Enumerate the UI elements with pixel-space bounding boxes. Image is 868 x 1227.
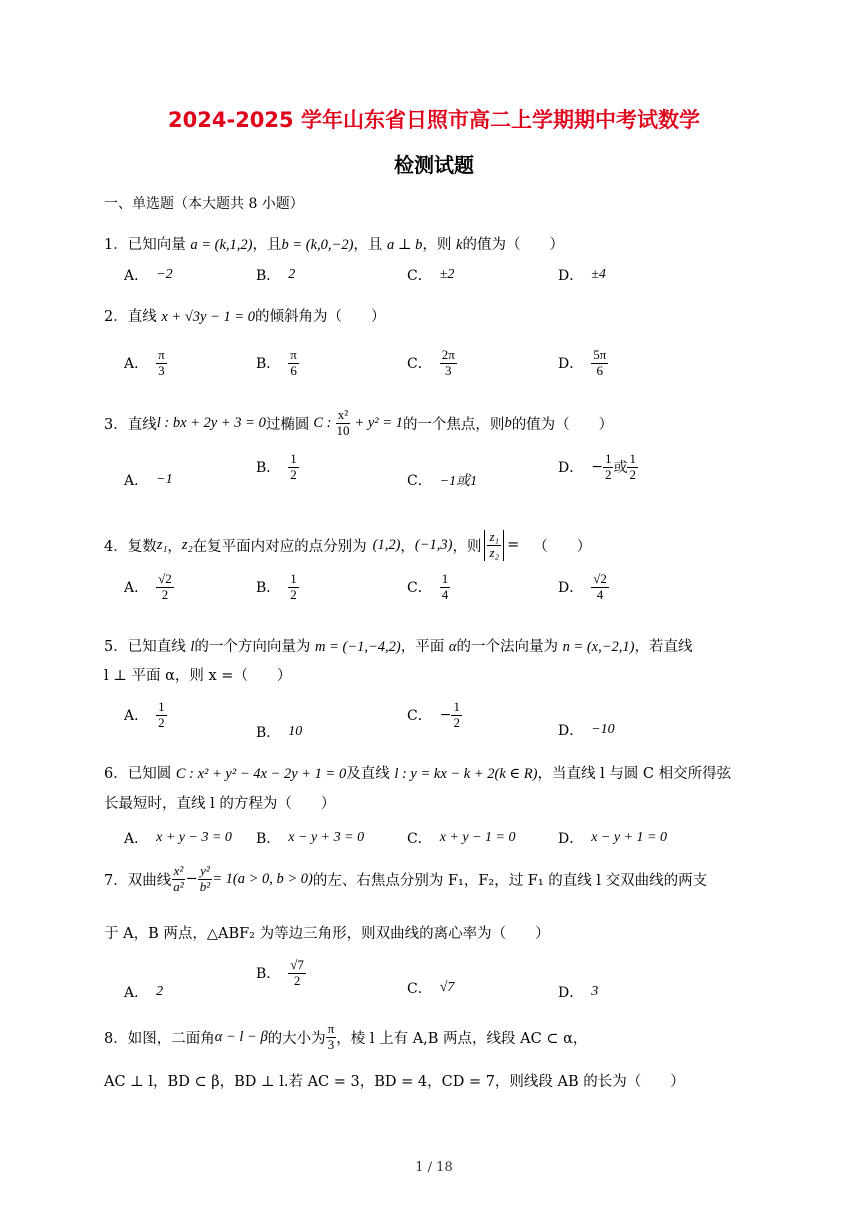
option-label: C． [407, 831, 432, 847]
question-text: 及直线 [346, 766, 390, 782]
question-2 [104, 305, 386, 326]
option-text: x − y + 3 = 0 [288, 830, 365, 845]
question-text: ， [400, 538, 415, 555]
option-label: B． [256, 268, 281, 284]
option-label: C． [407, 981, 432, 997]
question-5-line-2: l ⊥ 平面 α，则 x =（ ） [104, 668, 292, 684]
title-line-2: 检测试题 [394, 153, 474, 177]
q7-options [124, 957, 824, 1001]
question-text: ，平面 [400, 639, 445, 655]
option-label: B． [256, 460, 281, 477]
denominator: 10 [336, 422, 350, 438]
numerator: z₁ [489, 529, 500, 544]
question-text: 直线 [127, 416, 157, 433]
option-a [124, 348, 167, 379]
denominator: a² [173, 878, 184, 894]
fraction [334, 408, 351, 439]
fraction [288, 572, 299, 603]
option-a [124, 265, 173, 285]
option-d [558, 348, 608, 379]
option-label: A． [124, 985, 149, 1001]
question-text: 已知圆 [127, 766, 172, 782]
math-variable: z₂ [181, 536, 193, 553]
fraction [487, 530, 501, 561]
q5-options [124, 700, 824, 740]
option-label: A． [124, 268, 149, 284]
option-label: B． [256, 831, 281, 847]
numerator: 2π [441, 347, 455, 362]
option-c [407, 978, 454, 998]
question-1 [104, 233, 564, 254]
numerator: y² [200, 863, 210, 878]
option-b [256, 572, 299, 603]
option-c [407, 470, 477, 490]
question-text: 的一个法向量为 [456, 639, 558, 655]
math-expression: b = (k,0,−2) [281, 237, 354, 253]
option-label: D． [558, 356, 584, 373]
question-8-line-2: AC ⊥ l，BD ⊂ β，BD ⊥ l.若 AC = 3，BD = 4，CD = 7，则线段 AB 的长为（ ） [104, 1074, 685, 1090]
math-variable: z₁ [156, 536, 168, 553]
option-label: B． [256, 725, 281, 741]
question-text: ，则 [422, 237, 452, 253]
option-d [558, 828, 667, 848]
option-c [407, 700, 462, 731]
question-text: 的值为（ ） [511, 416, 614, 433]
denominator: 4 [441, 586, 449, 602]
denominator: 2 [604, 466, 612, 482]
option-text: x + y − 1 = 0 [439, 830, 516, 845]
fraction [591, 572, 609, 603]
option-label: C． [407, 268, 432, 284]
question-number: 3． [104, 416, 128, 433]
numerator: x² [173, 863, 184, 878]
numerator: 1 [604, 451, 612, 466]
option-d [558, 982, 598, 1002]
question-text: ，若直线 [634, 639, 693, 655]
numerator: √2 [158, 571, 172, 586]
question-3 [104, 408, 613, 439]
math-expression: = 1(a > 0, b > 0) [212, 870, 313, 887]
option-a [124, 982, 163, 1002]
option-c [407, 348, 457, 379]
option-c [407, 572, 450, 603]
math-expression: m = (−1,−4,2) [314, 639, 401, 655]
question-6-line-2: 长最短时，直线 l 的方程为（ ） [104, 796, 336, 812]
option-label: A． [124, 473, 149, 489]
numerator: 1 [441, 571, 449, 586]
option-a [124, 828, 232, 848]
option-label: D． [558, 460, 584, 477]
denominator: 4 [596, 586, 604, 602]
numerator: π [290, 347, 297, 362]
page-number: 1 / 18 [415, 1160, 453, 1175]
equals-sign: = [507, 537, 520, 554]
option-c [407, 265, 454, 285]
math-expression: C : x² + y² − 4x − 2y + 1 = 0 [175, 766, 347, 782]
fraction [603, 452, 614, 483]
option-label: A． [124, 831, 149, 847]
denominator: 2 [293, 972, 301, 988]
fraction [156, 348, 167, 379]
question-number: 1． [104, 237, 128, 253]
fraction [451, 700, 462, 731]
question-number: 7． [104, 872, 128, 889]
denominator: 3 [445, 362, 452, 378]
question-text: ，且 [252, 237, 282, 253]
question-text: ，且 [353, 237, 383, 253]
question-text: 的一个方向向量为 [194, 639, 311, 655]
question-number: 6． [104, 766, 128, 782]
question-text: 过椭圆 [265, 416, 310, 433]
option-label: C． [407, 356, 432, 373]
minus-sign: − [439, 707, 452, 724]
denominator: 2 [161, 586, 169, 602]
option-d [558, 572, 609, 603]
denominator: 2 [290, 586, 297, 602]
option-b [256, 452, 299, 483]
option-text: √7 [439, 980, 455, 995]
question-6 [104, 762, 731, 783]
fraction [440, 348, 457, 379]
q1-options [124, 265, 824, 305]
option-b [256, 348, 299, 379]
numerator: 1 [453, 699, 460, 714]
option-text: 或 [613, 460, 628, 477]
question-text: 的倾斜角为（ ） [255, 309, 386, 325]
fraction [171, 864, 185, 895]
option-label: D． [558, 831, 584, 847]
fraction [288, 958, 306, 989]
math-variable: l [190, 639, 195, 655]
math-expression: l : bx + 2y + 3 = 0 [156, 414, 266, 431]
option-text: ±2 [439, 267, 455, 282]
math-expression: + y² = 1 [354, 414, 403, 431]
fraction [288, 348, 299, 379]
question-text: 的左、右焦点分别为 F₁，F₂，过 F₁ 的直线 l 交双曲线的两支 [312, 872, 708, 889]
numerator: 5π [593, 347, 607, 362]
denominator: 3 [158, 362, 165, 378]
question-text: 复数 [127, 538, 157, 555]
question-text: 已知向量 [127, 237, 186, 253]
math-expression: α − l − β [214, 1028, 268, 1045]
math-variable: α [448, 639, 457, 655]
question-text: 如图，二面角 [127, 1030, 215, 1047]
option-a [124, 700, 167, 731]
denominator: 2 [629, 466, 636, 482]
q3-options [124, 452, 824, 492]
option-text: 3 [591, 984, 599, 999]
denominator: 3 [327, 1036, 335, 1052]
option-text: 10 [288, 724, 303, 739]
question-number: 2． [104, 309, 128, 325]
option-label: D． [558, 985, 584, 1001]
numerator: 1 [158, 699, 165, 714]
option-text: 2 [156, 984, 164, 999]
option-b [256, 958, 306, 989]
math-expression: a = (k,1,2) [190, 237, 253, 253]
denominator: b² [199, 878, 211, 894]
math-expression: x + √3y − 1 = 0 [161, 309, 256, 325]
denominator: 6 [596, 362, 604, 378]
option-c [407, 828, 516, 848]
option-b [256, 828, 364, 848]
denominator: 2 [290, 466, 297, 482]
question-number: 8． [104, 1030, 128, 1047]
option-b [256, 722, 302, 742]
fraction [627, 452, 638, 483]
option-text: −10 [591, 722, 615, 737]
question-text: ，当直线 l 与圆 C 相交所得弦 [537, 766, 732, 782]
option-label: D． [558, 580, 584, 597]
option-d [558, 265, 606, 285]
option-d [558, 452, 638, 483]
option-label: C． [407, 473, 432, 489]
option-label: A． [124, 708, 149, 725]
math-variable: b [504, 414, 512, 431]
title-line-1: 2024-2025 学年山东省日照市高二上学期期中考试数学 [168, 108, 700, 132]
question-text: 在复平面内对应的点分别为 [192, 538, 367, 555]
question-7-line-2: 于 A，B 两点，△ABF₂ 为等边三角形，则双曲线的离心率为（ ） [104, 926, 550, 942]
numerator: π [327, 1021, 335, 1036]
option-d [558, 720, 615, 740]
fraction [591, 348, 608, 379]
question-text: 的值为（ ） [462, 237, 564, 253]
option-label: D． [558, 723, 584, 739]
question-text: 的一个焦点，则 [402, 416, 505, 433]
numerator: 1 [290, 451, 297, 466]
section-heading: 一、单选题（本大题共 8 小题） [104, 196, 304, 212]
fraction [156, 700, 167, 731]
option-text: −2 [156, 267, 173, 282]
question-text: 的大小为 [267, 1030, 326, 1047]
numerator: √7 [290, 957, 304, 972]
fraction [198, 864, 212, 895]
option-a [124, 572, 174, 603]
option-text: 2 [288, 267, 296, 282]
option-text: x + y − 3 = 0 [156, 830, 232, 845]
option-text: ±4 [591, 267, 606, 282]
option-text: −1或1 [439, 474, 478, 489]
math-expression: (1,2) [372, 536, 401, 553]
question-number: 5． [104, 639, 128, 655]
numerator: √2 [593, 571, 607, 586]
option-b [256, 265, 295, 285]
option-label: B． [256, 580, 281, 597]
option-label: A． [124, 356, 149, 373]
minus-sign: − [591, 459, 603, 476]
option-label: B． [256, 356, 281, 373]
numerator: π [158, 347, 165, 362]
fraction [288, 452, 299, 483]
question-text: ，则 [452, 538, 482, 555]
option-text: −1 [156, 472, 173, 487]
denominator: 2 [453, 714, 460, 730]
question-text: 双曲线 [127, 872, 172, 889]
question-7 [104, 864, 707, 895]
math-variable: k [456, 237, 463, 253]
option-label: B． [256, 966, 281, 983]
option-label: C． [407, 580, 432, 597]
denominator: z₂ [489, 544, 500, 560]
denominator: 6 [290, 362, 297, 378]
fraction [326, 1022, 337, 1053]
denominator: 2 [158, 714, 165, 730]
option-text: x − y + 1 = 0 [591, 830, 668, 845]
q2-options [124, 340, 824, 380]
math-expression: a ⊥ b [387, 237, 423, 253]
fraction [156, 572, 174, 603]
numerator: 1 [629, 451, 636, 466]
q4-options [124, 568, 824, 608]
math-expression: l : y = kx − k + 2(k ∈ R) [394, 766, 538, 782]
absolute-value [484, 530, 504, 561]
question-number: 4． [104, 538, 128, 555]
option-label: C． [407, 708, 432, 725]
option-a [124, 470, 173, 490]
question-text: （ ） [533, 538, 592, 555]
numerator: x² [337, 407, 349, 422]
fraction [440, 572, 451, 603]
question-text: ， [167, 538, 182, 555]
question-text: 已知直线 [127, 639, 186, 655]
question-5 [104, 635, 692, 656]
math-expression: n = (x,−2,1) [562, 639, 635, 655]
numerator: 1 [290, 571, 297, 586]
math-expression: C : [313, 414, 332, 431]
question-4 [104, 530, 591, 561]
math-expression: (−1,3) [414, 536, 453, 553]
option-label: A． [124, 580, 149, 597]
q6-options [124, 828, 824, 868]
option-label: D． [558, 268, 584, 284]
minus-sign: − [185, 871, 198, 888]
question-8 [104, 1022, 587, 1053]
question-text: ，棱 l 上有 A,B 两点，线段 AC ⊂ α， [336, 1030, 588, 1047]
question-text: 直线 [127, 309, 157, 325]
